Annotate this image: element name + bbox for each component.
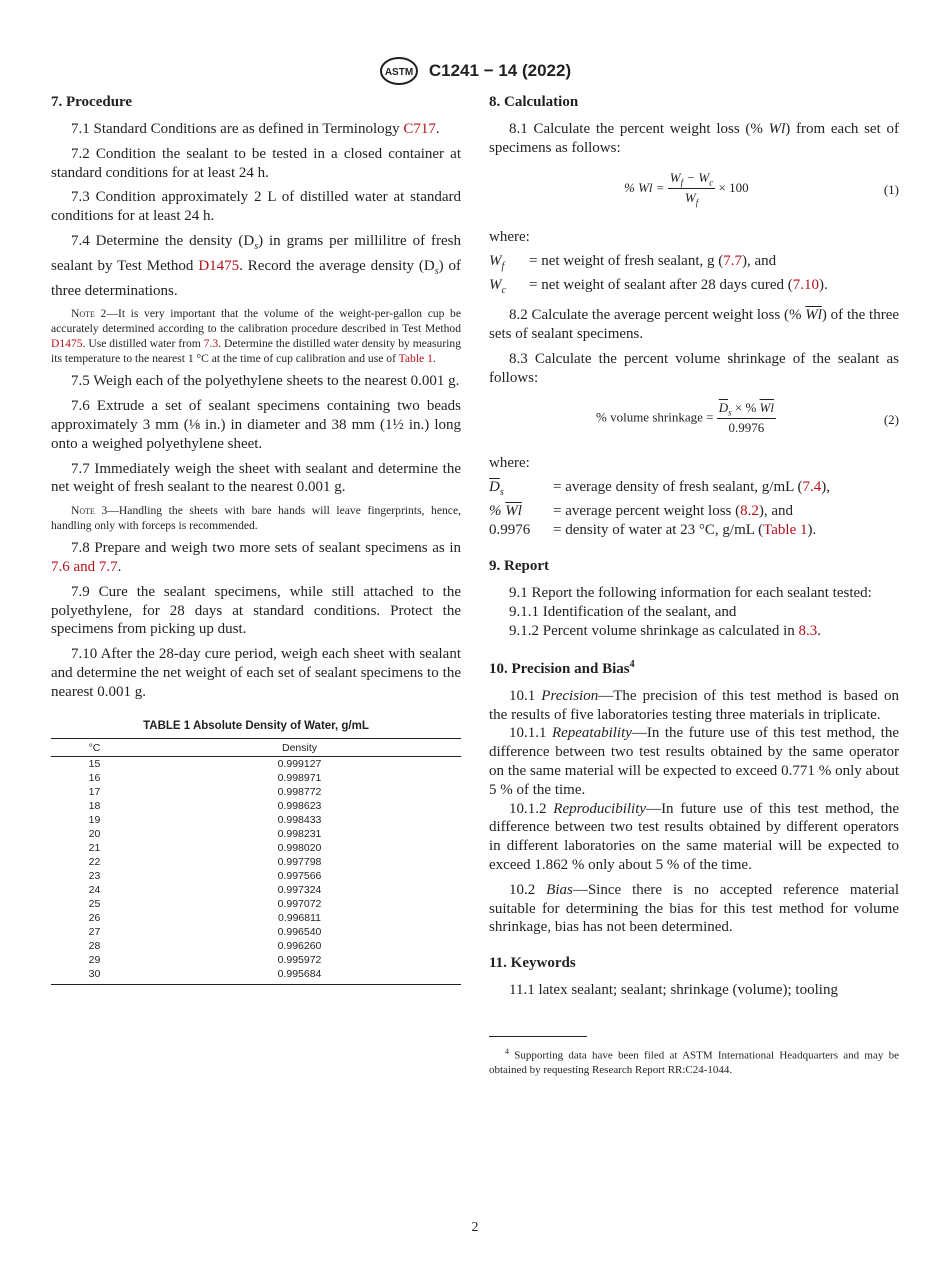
ref-7-3-link[interactable]: 7.3 <box>203 337 219 351</box>
ref-7-7-link[interactable]: 7.7 <box>723 253 742 270</box>
definition-row: % $\overline{Wl}$ = average percent weight loss (8.2), and <box>489 503 794 520</box>
para-7-1: 7.1 Standard Conditions are as defined in Terminology C717. <box>71 121 440 137</box>
table-row: 24 0.997324 <box>88 883 322 896</box>
para-9-1-2: 9.1.2 Percent volume shrinkage as calculated in 8.3. <box>509 622 821 639</box>
page-header <box>0 56 950 86</box>
ref-7-6-7-7-link[interactable]: 7.6 and 7.7 <box>51 558 118 575</box>
left-column <box>51 92 461 985</box>
ref-7-4-link[interactable]: 7.4 <box>802 479 822 496</box>
definitions-2 <box>489 478 830 540</box>
definition-row: 0.9976 = density of water at 23 °C, g/mL (Table 1). <box>489 522 817 539</box>
definition-row: $\overline{D}_s$ = average density of fresh sealant, g/mL (7.4), <box>489 479 830 499</box>
para-7-6: 7.6 Extrude a set of sealant specimens containing two beads approximately 3 mm (⅛ in.) in diameter and 38 mm (1½ in.) long onto a weighed polyethylene sheet. <box>51 398 461 452</box>
para-7-10: 7.10 After the 28-day cure period, weigh each sheet with sealant and determine the net weight of each set of sealant specimens to the nearest 0.001 g. <box>51 646 461 700</box>
table-row: 28 0.996260 <box>88 939 322 952</box>
para-7-9: 7.9 Cure the sealant specimens, while still attached to the polyethylene, for 28 days at standard conditions. Protect the specimens from picking up dust. <box>51 583 461 638</box>
table-header-density: Density <box>138 738 461 756</box>
where-label-1: where: <box>489 228 530 245</box>
eq1-number: (1) <box>883 181 899 197</box>
ref-d1475-link[interactable]: D1475 <box>198 257 240 274</box>
section-8-heading: 8. Calculation <box>489 94 579 110</box>
table-1-density <box>51 738 461 985</box>
equation-1 <box>489 166 899 218</box>
table-row: 19 0.998433 <box>88 813 322 826</box>
table-row: 18 0.998623 <box>88 799 322 812</box>
para-7-2: 7.2 Condition the sealant to be tested in a closed container at standard conditions for at least 24 h. <box>51 145 461 181</box>
logo-text: ASTM <box>384 67 414 78</box>
para-8-3: 8.3 Calculate the percent volume shrinkage of the sealant as follows: <box>489 350 899 386</box>
para-7-4: 7.4 Determine the density $(D_s)$ in grams per millilitre of fresh sealant by Test Method D1475. Record the average density $(D_s)$ of three determinations. <box>51 232 461 299</box>
page-number: 2 <box>471 1220 479 1235</box>
astm-logo-icon <box>379 56 419 86</box>
eq1-lhs: % Wl = <box>624 179 665 195</box>
right-column <box>489 92 899 1078</box>
para-10-1: 10.1 Precision—The precision of this test method is based on the results of five laboratories testing three materials in triplicate. <box>489 687 900 723</box>
definition-row: $W_f$ = net weight of fresh sealant, g (7.7), and <box>489 253 777 273</box>
para-9-1-1: 9.1.1 Identification of the sealant, and <box>509 604 737 621</box>
note-2: Note 2—It is very important that the volume of the weight-per-gallon cup be accurately determined according to the calibration procedure described in Test Method D1475. Use distilled water from 7.3. Determine the distilled water density by measuring its temperature to the nearest 1 °C at the time of cup calibration and use of Table 1. <box>51 307 462 366</box>
ref-8-3-link[interactable]: 8.3 <box>798 622 818 639</box>
table-row: 29 0.995972 <box>88 953 322 966</box>
para-10-2: 10.2 Bias—Since there is no accepted reference material suitable for determining the bias for this test method for volume shrinkage, bias has not been determined. <box>489 881 899 936</box>
ref-table-1-calc-link[interactable]: Table 1 <box>763 522 808 539</box>
ref-c717-link[interactable]: C717 <box>403 121 436 137</box>
where-label-2: where: <box>489 454 530 471</box>
table-row: 21 0.998020 <box>88 841 322 854</box>
footnote-4: $^4$ Supporting data have been filed at ASTM International Headquarters and may be obtained by requesting Research Report RR:C24-1044. <box>489 1046 899 1077</box>
para-8-2: 8.2 Calculate the average percent weight loss (% $\overline{Wl}$) of the three sets of sealant specimens. <box>489 307 900 343</box>
section-11-heading: 11. Keywords <box>489 955 576 972</box>
para-7-7: 7.7 Immediately weigh the sheet with sealant and determine the net weight of fresh sealant to the nearest 0.001 g. <box>51 460 461 496</box>
para-9-1: 9.1 Report the following information for each sealant tested: <box>509 585 872 602</box>
definitions-1 <box>489 252 828 300</box>
table-row: 15 0.999127 <box>88 757 322 770</box>
ref-7-10-link[interactable]: 7.10 <box>792 277 820 294</box>
para-11-1: 11.1 latex sealant; sealant; shrinkage (volume); tooling <box>509 982 838 999</box>
footnote-divider <box>489 1036 587 1037</box>
para-8-1: 8.1 Calculate the percent weight loss (% Wl) from each set of specimens as follows: <box>489 121 899 156</box>
ref-d1475-note-link[interactable]: D1475 <box>51 337 83 351</box>
para-7-3: 7.3 Condition approximately 2 L of distilled water at standard conditions for at least 24 h. <box>51 189 461 225</box>
note-3: Note 3—Handling the sheets with bare hands will leave fingerprints, hence, handling only with forceps is recommended. <box>51 504 461 533</box>
para-10-1-2: 10.1.2 Reproducibility—In future use of this test method, the difference between two test results obtained by different operators in different laboratories on the same material will be expected to exceed 1.862 % only about 5 % of the time. <box>489 800 899 873</box>
table-row: 16 0.998971 <box>88 771 322 784</box>
section-7-heading: 7. Procedure <box>51 94 133 110</box>
eq2-number: (2) <box>883 411 899 427</box>
equation-2 <box>489 396 899 444</box>
eq2-lhs: % volume shrinkage = <box>596 408 714 424</box>
definition-row: $W_c$ = net weight of sealant after 28 days cured (7.10). <box>489 277 828 297</box>
section-9-heading: 9. Report <box>489 558 549 575</box>
eq1-rhs: × 100 <box>718 179 749 195</box>
table-1-caption: TABLE 1 Absolute Density of Water, g/mL <box>143 719 369 732</box>
para-7-5: 7.5 Weigh each of the polyethylene sheets to the nearest 0.001 g. <box>71 373 460 390</box>
para-10-1-1: 10.1.1 Repeatability—In the future use of this test method, the difference between two test results obtained by the same operator on the same material will be expected to exceed 0.771 % only about 5 % of the time. <box>489 725 900 798</box>
table-header-temp: °C <box>51 738 138 756</box>
ref-table-1-link[interactable]: Table 1 <box>398 352 433 366</box>
table-row: 17 0.998772 <box>88 785 322 798</box>
ref-8-2-link[interactable]: 8.2 <box>740 503 759 520</box>
para-7-8: 7.8 Prepare and weigh two more sets of sealant specimens as in 7.6 and 7.7. <box>51 540 461 575</box>
table-row: 25 0.997072 <box>88 897 322 910</box>
section-10-heading: 10. Precision and Bias$^4$ <box>489 658 635 677</box>
table-row: 22 0.997798 <box>88 855 322 868</box>
document-designation: C1241 − 14 (2022) <box>428 61 572 80</box>
table-row: 26 0.996811 <box>88 911 321 924</box>
table-row: 27 0.996540 <box>88 925 322 938</box>
eq1-fraction: $\frac{W_f - W_c}{W_f}$ <box>669 169 714 208</box>
table-row: 20 0.998231 <box>88 827 322 840</box>
table-row: 30 0.995684 <box>51 967 461 985</box>
eq2-fraction: $\frac{\overline{D}_s \times \% \overline{Wl}}{0.9976}$ <box>718 399 774 436</box>
table-row: 23 0.997566 <box>88 869 322 882</box>
